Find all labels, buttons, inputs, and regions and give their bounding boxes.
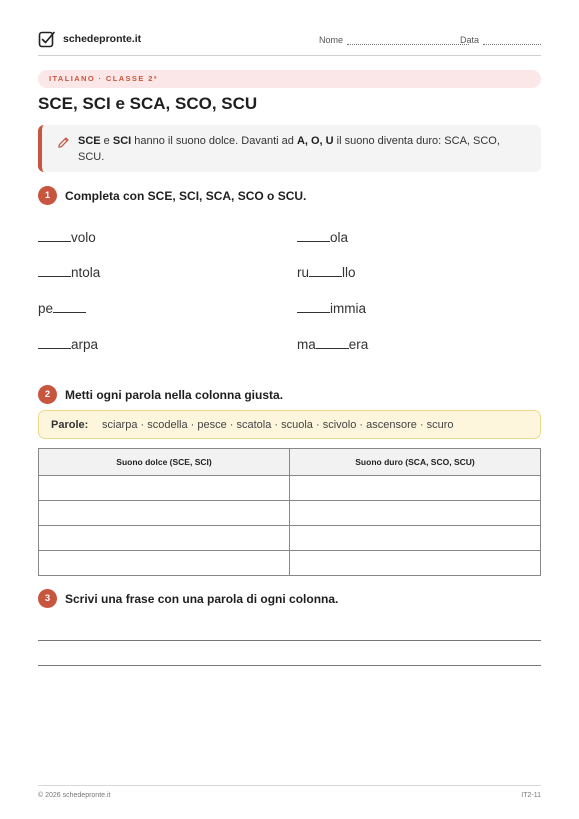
fill-blank-item[interactable]: pe — [38, 301, 86, 316]
exercise-3-heading — [38, 589, 338, 608]
table-row — [39, 476, 541, 501]
exercise-number-badge: 3 — [38, 589, 57, 608]
column-header-hard: Suono duro (SCA, SCO, SCU) — [290, 449, 541, 476]
date-label: Data — [460, 35, 480, 45]
name-label: Nome — [319, 35, 344, 45]
blank-line[interactable] — [53, 312, 86, 313]
exercise-1-heading — [38, 186, 306, 205]
blank-line[interactable] — [38, 276, 71, 277]
table-cell[interactable] — [290, 501, 541, 526]
pencil-icon — [57, 136, 70, 149]
page-footer — [38, 785, 541, 799]
table-row — [39, 526, 541, 551]
subject-tag — [38, 70, 541, 88]
exercise-instruction: Completa con SCE, SCI, SCA, SCO o SCU. — [65, 188, 307, 203]
name-field[interactable] — [319, 35, 469, 45]
word-bank — [38, 410, 541, 439]
exercise-2-heading — [38, 385, 283, 404]
footer-copyright: © 2026 schedepronte.it — [38, 792, 111, 799]
brand — [38, 30, 141, 48]
exercise-instruction: Scrivi una frase con una parola di ogni colonna. — [65, 591, 339, 606]
fill-blank-item[interactable]: arpa — [38, 337, 98, 352]
writing-line[interactable] — [38, 640, 541, 641]
checklist-logo-icon — [38, 30, 56, 48]
fill-blank-item[interactable]: ola — [297, 230, 348, 245]
subject-tag-text: ITALIANO · CLASSE 2ª — [49, 74, 158, 83]
fill-blank-item[interactable]: ma era — [297, 337, 369, 352]
table-cell[interactable] — [39, 526, 290, 551]
page-title: SCE, SCI e SCA, SCO, SCU — [38, 94, 258, 113]
blank-line[interactable] — [297, 241, 330, 242]
name-dotted-line[interactable] — [347, 36, 469, 45]
fill-blank-item[interactable]: ntola — [38, 265, 100, 280]
blank-line[interactable] — [316, 348, 349, 349]
fill-blank-item[interactable]: ru llo — [297, 265, 356, 280]
table-cell[interactable] — [290, 476, 541, 501]
rule-box — [38, 125, 541, 172]
exercise-number-badge: 1 — [38, 186, 57, 205]
column-header-soft: Suono dolce (SCE, SCI) — [39, 449, 290, 476]
table-cell[interactable] — [290, 551, 541, 576]
date-dotted-line[interactable] — [483, 36, 541, 45]
blank-line[interactable] — [309, 276, 342, 277]
exercise-instruction: Metti ogni parola nella colonna giusta. — [65, 387, 284, 402]
table-cell[interactable] — [39, 501, 290, 526]
blank-line[interactable] — [297, 312, 330, 313]
rule-text: SCE e SCI hanno il suono dolce. Davanti ad A, O, U il suono diventa duro: SCA, SCO, SCU. — [78, 135, 500, 163]
blank-line[interactable] — [38, 348, 71, 349]
table-row — [39, 551, 541, 576]
word-bank-list: sciarpa · scodella · pesce · scatola · scuola · scivolo · ascensore · scuro — [102, 419, 454, 431]
brand-name: schedepronte.it — [63, 33, 142, 45]
word-bank-label: Parole: — [51, 419, 89, 431]
page-header — [38, 28, 541, 56]
blank-line[interactable] — [38, 241, 71, 242]
writing-line[interactable] — [38, 665, 541, 666]
fill-blank-item[interactable]: immia — [297, 301, 366, 316]
fill-blank-item[interactable]: volo — [38, 230, 96, 245]
exercise-number-badge: 2 — [38, 385, 57, 404]
table-cell[interactable] — [39, 551, 290, 576]
table-cell[interactable] — [39, 476, 290, 501]
date-field[interactable] — [460, 35, 541, 45]
footer-code: IT2-11 — [521, 792, 541, 799]
sorting-table — [38, 448, 541, 576]
table-row — [39, 501, 541, 526]
table-cell[interactable] — [290, 526, 541, 551]
